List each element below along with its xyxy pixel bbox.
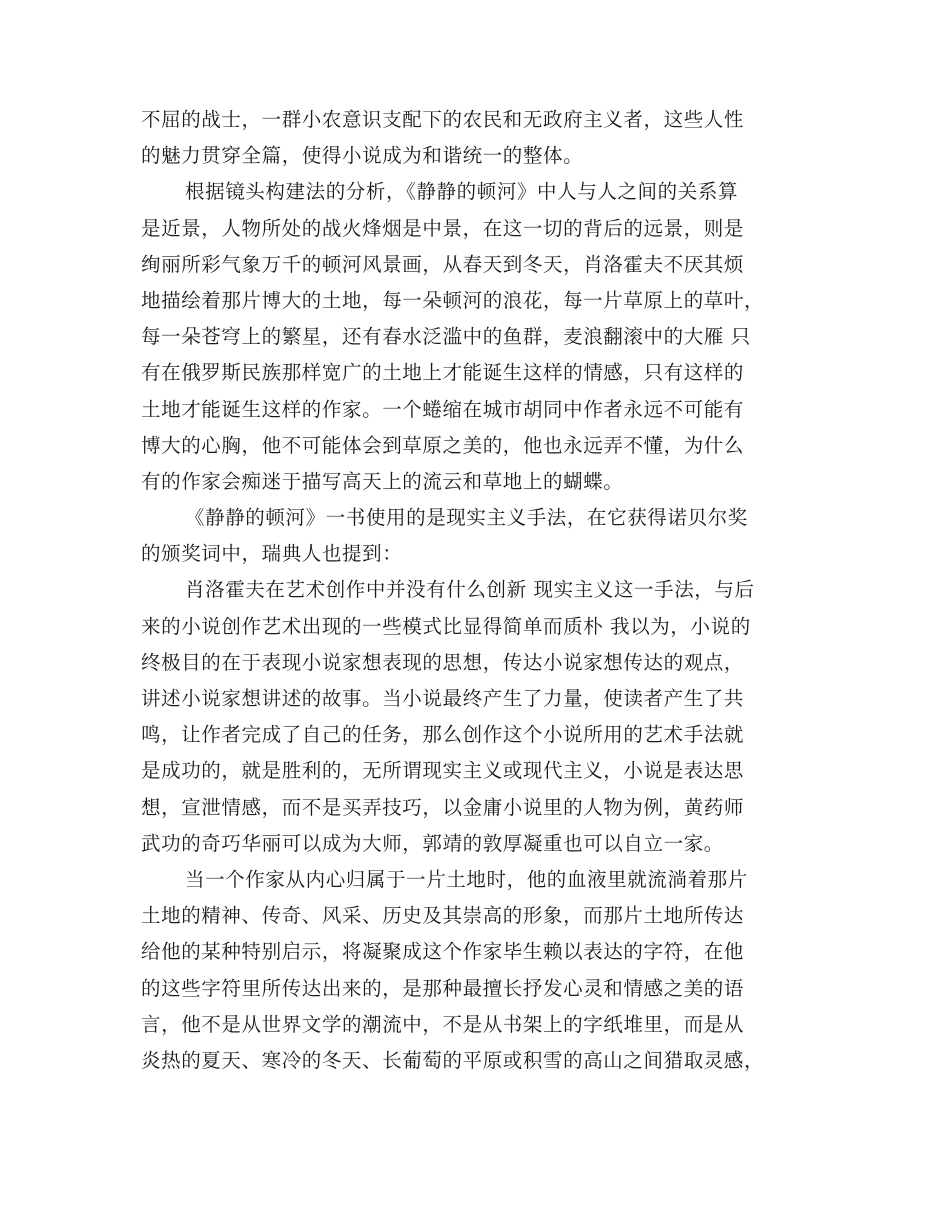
text-line: 炎热的夏天、寒冷的冬天、长葡萄的平原或积雪的高山之间猎取灵感， [141, 1048, 765, 1072]
text-line: 言，他不是从世界文学的潮流中，不是从书架上的字纸堆里，而是从 [141, 1012, 745, 1036]
text-line: 是成功的，就是胜利的，无所谓现实主义或现代主义，小说是表达思 [141, 759, 745, 783]
text-line: 地描绘着那片博大的土地，每一朵顿河的浪花，每一片草原上的草叶， [141, 288, 765, 312]
text-line: 土地的精神、传奇、风采、历史及其崇高的形象，而那片土地所传达 [141, 904, 745, 928]
text-line: 武功的奇巧华丽可以成为大师，郭靖的敦厚凝重也可以自立一家。 [141, 831, 724, 855]
text-line: 来的小说创作艺术出现的一些模式比显得简单而质朴 我以为，小说的 [141, 614, 751, 638]
text-line: 肖洛霍夫在艺术创作中并没有什么创新 现实主义这一手法，与后 [185, 578, 755, 602]
text-line: 的这些字符里所传达出来的，是那种最擅长抒发心灵和情感之美的语 [141, 976, 745, 1000]
text-line: 土地才能诞生这样的作家。一个蜷缩在城市胡同中作者永远不可能有 [141, 397, 745, 421]
text-line: 的魅力贯穿全篇，使得小说成为和谐统一的整体。 [141, 144, 584, 168]
text-line: 有的作家会痴迷于描写高天上的流云和草地上的蝴蝶。 [141, 469, 624, 493]
text-line: 鸣，让作者完成了自己的任务，那么创作这个小说所用的艺术手法就 [141, 723, 745, 747]
text-line: 想，宣泄情感，而不是买弄技巧，以金庸小说里的人物为例，黄药师 [141, 795, 745, 819]
text-line: 讲述小说家想讲述的故事。当小说最终产生了力量，使读者产生了共 [141, 687, 745, 710]
text-line: 每一朵苍穹上的繁星，还有春水泛滥中的鱼群，麦浪翻滚中的大雁 只 [141, 325, 751, 349]
text-line: 有在俄罗斯民族那样宽广的土地上才能诞生这样的情感，只有这样的 [141, 361, 745, 385]
text-line: 终极目的在于表现小说家想表现的思想，传达小说家想传达的观点， [141, 650, 745, 674]
text-line: 的颁奖词中，瑞典人也提到： [141, 542, 403, 566]
text-line: 给他的某种特别启示，将凝聚成这个作家毕生赖以表达的字符，在他 [141, 940, 745, 964]
text-line: 《静静的顿河》一书使用的是现实主义手法，在它获得诺贝尔奖 [185, 506, 748, 530]
text-line: 绚丽所彩气象万千的顿河风景画，从春天到冬天，肖洛霍夫不厌其烦 [141, 252, 745, 276]
text-line: 是近景，人物所处的战火烽烟是中景，在这一切的背后的远景，则是 [141, 216, 745, 240]
text-line: 当一个作家从内心归属于一片土地时，他的血液里就流淌着那片 [185, 867, 748, 891]
body-text [141, 102, 811, 1079]
text-line: 博大的心胸，他不可能体会到草原之美的，他也永远弄不懂，为什么 [141, 433, 745, 457]
text-line: 不屈的战士，一群小农意识支配下的农民和无政府主义者，这些人性 [141, 108, 745, 131]
text-line: 根据镜头构建法的分析，《静静的顿河》中人与人之间的关系算 [185, 180, 739, 204]
